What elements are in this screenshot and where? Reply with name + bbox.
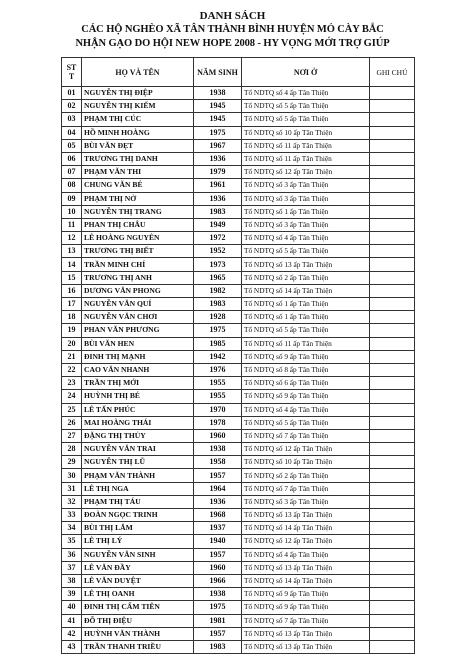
- row-address: Tổ NDTQ số 11 ấp Tân Thiện: [242, 152, 370, 165]
- row-note: [370, 456, 415, 469]
- row-number: 28: [62, 443, 82, 456]
- row-note: [370, 245, 415, 258]
- row-address: Tổ NDTQ số 2 ấp Tân Thiện: [242, 469, 370, 482]
- table-row: [62, 152, 415, 165]
- row-number: 30: [62, 469, 82, 482]
- row-note: [370, 390, 415, 403]
- row-birth-year: 1970: [194, 403, 242, 416]
- row-number: 01: [62, 87, 82, 100]
- row-note: [370, 429, 415, 442]
- table-row: [62, 601, 415, 614]
- table-row: [62, 139, 415, 152]
- table-row: [62, 561, 415, 574]
- row-number: 05: [62, 139, 82, 152]
- row-address: Tổ NDTQ số 7 ấp Tân Thiện: [242, 614, 370, 627]
- row-name: NGUYỄN VĂN QUÍ: [82, 298, 194, 311]
- row-birth-year: 1975: [194, 601, 242, 614]
- table-row: [62, 535, 415, 548]
- table-row: [62, 522, 415, 535]
- row-address: Tổ NDTQ số 13 ấp Tân Thiện: [242, 627, 370, 640]
- row-number: 38: [62, 574, 82, 587]
- row-address: Tổ NDTQ số 10 ấp Tân Thiện: [242, 456, 370, 469]
- row-birth-year: 1976: [194, 363, 242, 376]
- row-number: 10: [62, 205, 82, 218]
- row-birth-year: 1957: [194, 548, 242, 561]
- row-name: PHẠM THỊ CÚC: [82, 113, 194, 126]
- row-number: 06: [62, 152, 82, 165]
- header-note: GHI CHÚ: [370, 58, 415, 87]
- row-address: Tổ NDTQ số 4 ấp Tân Thiện: [242, 403, 370, 416]
- row-address: Tổ NDTQ số 9 ấp Tân Thiện: [242, 601, 370, 614]
- row-number: 33: [62, 509, 82, 522]
- row-note: [370, 284, 415, 297]
- table-row: [62, 377, 415, 390]
- row-address: Tổ NDTQ số 14 ấp Tân Thiện: [242, 284, 370, 297]
- row-note: [370, 561, 415, 574]
- row-note: [370, 403, 415, 416]
- row-number: 21: [62, 350, 82, 363]
- header-name: HỌ VÀ TÊN: [82, 58, 194, 87]
- table-row: [62, 574, 415, 587]
- row-number: 26: [62, 416, 82, 429]
- row-note: [370, 588, 415, 601]
- table-row: [62, 443, 415, 456]
- row-address: Tổ NDTQ số 3 ấp Tân Thiện: [242, 218, 370, 231]
- row-note: [370, 126, 415, 139]
- row-number: 08: [62, 179, 82, 192]
- table-row: [62, 179, 415, 192]
- row-name: HUỲNH VĂN THÀNH: [82, 627, 194, 640]
- row-address: Tổ NDTQ số 3 ấp Tân Thiện: [242, 192, 370, 205]
- table-row: [62, 311, 415, 324]
- row-note: [370, 139, 415, 152]
- row-name: NGUYỄN THỊ ĐIỆP: [82, 87, 194, 100]
- row-name: MAI HOÀNG THÁI: [82, 416, 194, 429]
- row-note: [370, 443, 415, 456]
- row-address: Tổ NDTQ số 12 ấp Tân Thiện: [242, 443, 370, 456]
- row-birth-year: 1958: [194, 456, 242, 469]
- row-name: LÊ THỊ LÝ: [82, 535, 194, 548]
- row-address: Tổ NDTQ số 5 ấp Tân Thiện: [242, 245, 370, 258]
- row-note: [370, 350, 415, 363]
- row-address: Tổ NDTQ số 11 ấp Tân Thiện: [242, 337, 370, 350]
- row-birth-year: 1964: [194, 482, 242, 495]
- row-note: [370, 218, 415, 231]
- table-row: [62, 284, 415, 297]
- row-note: [370, 152, 415, 165]
- row-address: Tổ NDTQ số 4 ấp Tân Thiện: [242, 548, 370, 561]
- row-name: NGUYỄN VĂN TRAI: [82, 443, 194, 456]
- row-number: 11: [62, 218, 82, 231]
- row-note: [370, 232, 415, 245]
- table-row: [62, 218, 415, 231]
- row-birth-year: 1973: [194, 258, 242, 271]
- row-address: Tổ NDTQ số 5 ấp Tân Thiện: [242, 100, 370, 113]
- row-birth-year: 1965: [194, 271, 242, 284]
- row-birth-year: 1981: [194, 614, 242, 627]
- row-address: Tổ NDTQ số 7 ấp Tân Thiện: [242, 482, 370, 495]
- row-note: [370, 113, 415, 126]
- row-number: 07: [62, 166, 82, 179]
- table-row: [62, 469, 415, 482]
- table-row: [62, 350, 415, 363]
- row-note: [370, 100, 415, 113]
- row-note: [370, 482, 415, 495]
- household-table: [61, 57, 415, 654]
- row-number: 40: [62, 601, 82, 614]
- row-birth-year: 1978: [194, 416, 242, 429]
- row-birth-year: 1928: [194, 311, 242, 324]
- row-birth-year: 1957: [194, 627, 242, 640]
- row-name: HUỲNH THỊ BÉ: [82, 390, 194, 403]
- row-note: [370, 205, 415, 218]
- row-note: [370, 495, 415, 508]
- row-birth-year: 1960: [194, 561, 242, 574]
- row-note: [370, 337, 415, 350]
- row-name: LÊ VĂN ĐẦY: [82, 561, 194, 574]
- row-address: Tổ NDTQ số 6 ấp Tân Thiện: [242, 377, 370, 390]
- row-number: 22: [62, 363, 82, 376]
- table-row: [62, 627, 415, 640]
- row-number: 16: [62, 284, 82, 297]
- row-name: BÙI THỊ LẮM: [82, 522, 194, 535]
- table-row: [62, 324, 415, 337]
- row-birth-year: 1983: [194, 298, 242, 311]
- row-note: [370, 311, 415, 324]
- table-row: [62, 113, 415, 126]
- table-row: [62, 100, 415, 113]
- row-birth-year: 1952: [194, 245, 242, 258]
- table-row: [62, 337, 415, 350]
- row-number: 29: [62, 456, 82, 469]
- row-number: 27: [62, 429, 82, 442]
- table-row: [62, 548, 415, 561]
- row-name: HỒ MINH HOÀNG: [82, 126, 194, 139]
- table-row: [62, 456, 415, 469]
- row-address: Tổ NDTQ số 13 ấp Tân Thiện: [242, 509, 370, 522]
- row-birth-year: 1938: [194, 443, 242, 456]
- row-address: Tổ NDTQ số 14 ấp Tân Thiện: [242, 574, 370, 587]
- row-name: NGUYỄN VĂN SINH: [82, 548, 194, 561]
- row-note: [370, 535, 415, 548]
- row-address: Tổ NDTQ số 5 ấp Tân Thiện: [242, 113, 370, 126]
- table-row: [62, 87, 415, 100]
- table-row: [62, 126, 415, 139]
- row-number: 15: [62, 271, 82, 284]
- row-note: [370, 522, 415, 535]
- row-name: TRẦN THỊ MỚI: [82, 377, 194, 390]
- row-number: 42: [62, 627, 82, 640]
- row-number: 39: [62, 588, 82, 601]
- row-birth-year: 1985: [194, 337, 242, 350]
- row-number: 43: [62, 640, 82, 653]
- row-address: Tổ NDTQ số 14 ấp Tân Thiện: [242, 522, 370, 535]
- row-name: DƯƠNG VĂN PHONG: [82, 284, 194, 297]
- row-birth-year: 1975: [194, 126, 242, 139]
- row-birth-year: 1960: [194, 429, 242, 442]
- row-number: 37: [62, 561, 82, 574]
- row-note: [370, 179, 415, 192]
- row-address: Tổ NDTQ số 1 ấp Tân Thiện: [242, 311, 370, 324]
- row-name: TRẦN THANH TRIỀU: [82, 640, 194, 653]
- row-address: Tổ NDTQ số 9 ấp Tân Thiện: [242, 588, 370, 601]
- row-name: NGUYỄN THỊ LŨ: [82, 456, 194, 469]
- row-note: [370, 87, 415, 100]
- row-name: ĐINH THỊ CẨM TIÊN: [82, 601, 194, 614]
- header-address: NƠI Ở: [242, 58, 370, 87]
- row-name: ĐINH THỊ MẠNH: [82, 350, 194, 363]
- row-birth-year: 1966: [194, 574, 242, 587]
- row-birth-year: 1968: [194, 509, 242, 522]
- row-name: PHẠM THỊ NỞ: [82, 192, 194, 205]
- table-row: [62, 192, 415, 205]
- table-row: [62, 245, 415, 258]
- table-row: [62, 416, 415, 429]
- row-birth-year: 1945: [194, 113, 242, 126]
- row-birth-year: 1938: [194, 588, 242, 601]
- row-name: CAO VĂN NHANH: [82, 363, 194, 376]
- document-title: DANH SÁCH: [199, 10, 266, 22]
- row-address: Tổ NDTQ số 3 ấp Tân Thiện: [242, 495, 370, 508]
- header-year: NĂM SINH: [194, 58, 242, 87]
- table-row: [62, 390, 415, 403]
- row-name: CHUNG VĂN BÉ: [82, 179, 194, 192]
- row-address: Tổ NDTQ số 9 ấp Tân Thiện: [242, 390, 370, 403]
- row-note: [370, 548, 415, 561]
- row-name: NGUYỄN THỊ KIẾM: [82, 100, 194, 113]
- table-row: [62, 271, 415, 284]
- row-name: NGUYỄN VĂN CHƠI: [82, 311, 194, 324]
- row-birth-year: 1957: [194, 469, 242, 482]
- row-name: LÊ HOÀNG NGUYÊN: [82, 232, 194, 245]
- row-birth-year: 1936: [194, 192, 242, 205]
- row-number: 34: [62, 522, 82, 535]
- row-address: Tổ NDTQ số 3 ấp Tân Thiện: [242, 179, 370, 192]
- row-number: 04: [62, 126, 82, 139]
- row-note: [370, 166, 415, 179]
- row-number: 19: [62, 324, 82, 337]
- table-row: [62, 640, 415, 653]
- row-number: 14: [62, 258, 82, 271]
- row-address: Tổ NDTQ số 13 ấp Tân Thiện: [242, 561, 370, 574]
- row-birth-year: 1967: [194, 139, 242, 152]
- row-name: TRẦN MINH CHÍ: [82, 258, 194, 271]
- row-name: BÙI VĂN HEN: [82, 337, 194, 350]
- row-address: Tổ NDTQ số 1 ấp Tân Thiện: [242, 298, 370, 311]
- row-number: 13: [62, 245, 82, 258]
- row-number: 03: [62, 113, 82, 126]
- table-row: [62, 166, 415, 179]
- row-birth-year: 1972: [194, 232, 242, 245]
- document-heading: [0, 9, 465, 51]
- table-row: [62, 205, 415, 218]
- row-note: [370, 271, 415, 284]
- row-birth-year: 1940: [194, 535, 242, 548]
- row-name: BÙI VĂN ĐẸT: [82, 139, 194, 152]
- row-birth-year: 1975: [194, 324, 242, 337]
- row-address: Tổ NDTQ số 1 ấp Tân Thiện: [242, 205, 370, 218]
- row-number: 17: [62, 298, 82, 311]
- row-address: Tổ NDTQ số 10 ấp Tân Thiện: [242, 126, 370, 139]
- table-header-row: [62, 58, 415, 87]
- row-address: Tổ NDTQ số 13 ấp Tân Thiện: [242, 258, 370, 271]
- row-note: [370, 258, 415, 271]
- row-name: PHẠM THỊ TÁU: [82, 495, 194, 508]
- row-number: 18: [62, 311, 82, 324]
- table-row: [62, 614, 415, 627]
- row-birth-year: 1955: [194, 377, 242, 390]
- row-address: Tổ NDTQ số 2 ấp Tân Thiện: [242, 271, 370, 284]
- row-name: PHẠM VĂN THI: [82, 166, 194, 179]
- row-number: 23: [62, 377, 82, 390]
- row-address: Tổ NDTQ số 8 ấp Tân Thiện: [242, 363, 370, 376]
- row-name: LÊ THỊ NGA: [82, 482, 194, 495]
- row-birth-year: 1983: [194, 205, 242, 218]
- row-birth-year: 1949: [194, 218, 242, 231]
- row-number: 12: [62, 232, 82, 245]
- document-subtitle-line-1: CÁC HỘ NGHÈO XÃ TÂN THÀNH BÌNH HUYỆN MỎ CÀY BẮC: [81, 24, 384, 35]
- row-note: [370, 601, 415, 614]
- row-birth-year: 1945: [194, 100, 242, 113]
- table-row: [62, 298, 415, 311]
- row-number: 41: [62, 614, 82, 627]
- row-name: ĐỖ THỊ ĐIỆU: [82, 614, 194, 627]
- row-birth-year: 1979: [194, 166, 242, 179]
- row-name: LÊ VĂN DUYỆT: [82, 574, 194, 587]
- row-address: Tổ NDTQ số 5 ấp Tân Thiện: [242, 324, 370, 337]
- row-note: [370, 614, 415, 627]
- row-number: 02: [62, 100, 82, 113]
- row-birth-year: 1942: [194, 350, 242, 363]
- row-birth-year: 1936: [194, 152, 242, 165]
- row-number: 32: [62, 495, 82, 508]
- row-number: 09: [62, 192, 82, 205]
- row-name: ĐOÀN NGỌC TRINH: [82, 509, 194, 522]
- row-number: 20: [62, 337, 82, 350]
- row-name: TRƯƠNG THỊ BIẾT: [82, 245, 194, 258]
- row-number: 31: [62, 482, 82, 495]
- row-address: Tổ NDTQ số 7 ấp Tân Thiện: [242, 429, 370, 442]
- table-row: [62, 482, 415, 495]
- row-birth-year: 1937: [194, 522, 242, 535]
- row-name: ĐẶNG THỊ THỦY: [82, 429, 194, 442]
- row-name: TRƯƠNG THỊ ANH: [82, 271, 194, 284]
- table-row: [62, 588, 415, 601]
- row-name: PHẠM VĂN THÀNH: [82, 469, 194, 482]
- row-birth-year: 1938: [194, 87, 242, 100]
- row-name: LÊ TẤN PHÚC: [82, 403, 194, 416]
- row-note: [370, 469, 415, 482]
- table-row: [62, 495, 415, 508]
- row-address: Tổ NDTQ số 13 ấp Tân Thiện: [242, 640, 370, 653]
- row-note: [370, 640, 415, 653]
- table-row: [62, 232, 415, 245]
- table-row: [62, 509, 415, 522]
- row-birth-year: 1983: [194, 640, 242, 653]
- row-note: [370, 324, 415, 337]
- row-note: [370, 192, 415, 205]
- row-name: TRƯƠNG THỊ DANH: [82, 152, 194, 165]
- table-body: [62, 87, 415, 654]
- row-birth-year: 1936: [194, 495, 242, 508]
- row-note: [370, 377, 415, 390]
- row-address: Tổ NDTQ số 12 ấp Tân Thiện: [242, 166, 370, 179]
- header-stt: ST T: [62, 58, 82, 87]
- row-address: Tổ NDTQ số 11 ấp Tân Thiện: [242, 139, 370, 152]
- row-number: 35: [62, 535, 82, 548]
- table-row: [62, 258, 415, 271]
- row-name: NGUYỄN THỊ TRANG: [82, 205, 194, 218]
- table-row: [62, 403, 415, 416]
- document-subtitle-line-2: NHẬN GẠO DO HỘI NEW HOPE 2008 - HY VỌNG MỚI TRỢ GIÚP: [75, 38, 390, 49]
- row-name: PHAN VĂN PHƯƠNG: [82, 324, 194, 337]
- row-number: 25: [62, 403, 82, 416]
- row-address: Tổ NDTQ số 12 ấp Tân Thiện: [242, 535, 370, 548]
- row-note: [370, 363, 415, 376]
- row-number: 24: [62, 390, 82, 403]
- row-note: [370, 509, 415, 522]
- row-number: 36: [62, 548, 82, 561]
- row-note: [370, 416, 415, 429]
- row-birth-year: 1982: [194, 284, 242, 297]
- table-row: [62, 363, 415, 376]
- row-address: Tổ NDTQ số 4 ấp Tân Thiện: [242, 87, 370, 100]
- row-name: LÊ THỊ OANH: [82, 588, 194, 601]
- row-address: Tổ NDTQ số 4 ấp Tân Thiện: [242, 232, 370, 245]
- row-address: Tổ NDTQ số 9 ấp Tân Thiện: [242, 350, 370, 363]
- table-row: [62, 429, 415, 442]
- row-note: [370, 298, 415, 311]
- row-note: [370, 627, 415, 640]
- row-birth-year: 1961: [194, 179, 242, 192]
- row-birth-year: 1955: [194, 390, 242, 403]
- row-name: PHAN THỊ CHÂU: [82, 218, 194, 231]
- row-note: [370, 574, 415, 587]
- row-address: Tổ NDTQ số 5 ấp Tân Thiện: [242, 416, 370, 429]
